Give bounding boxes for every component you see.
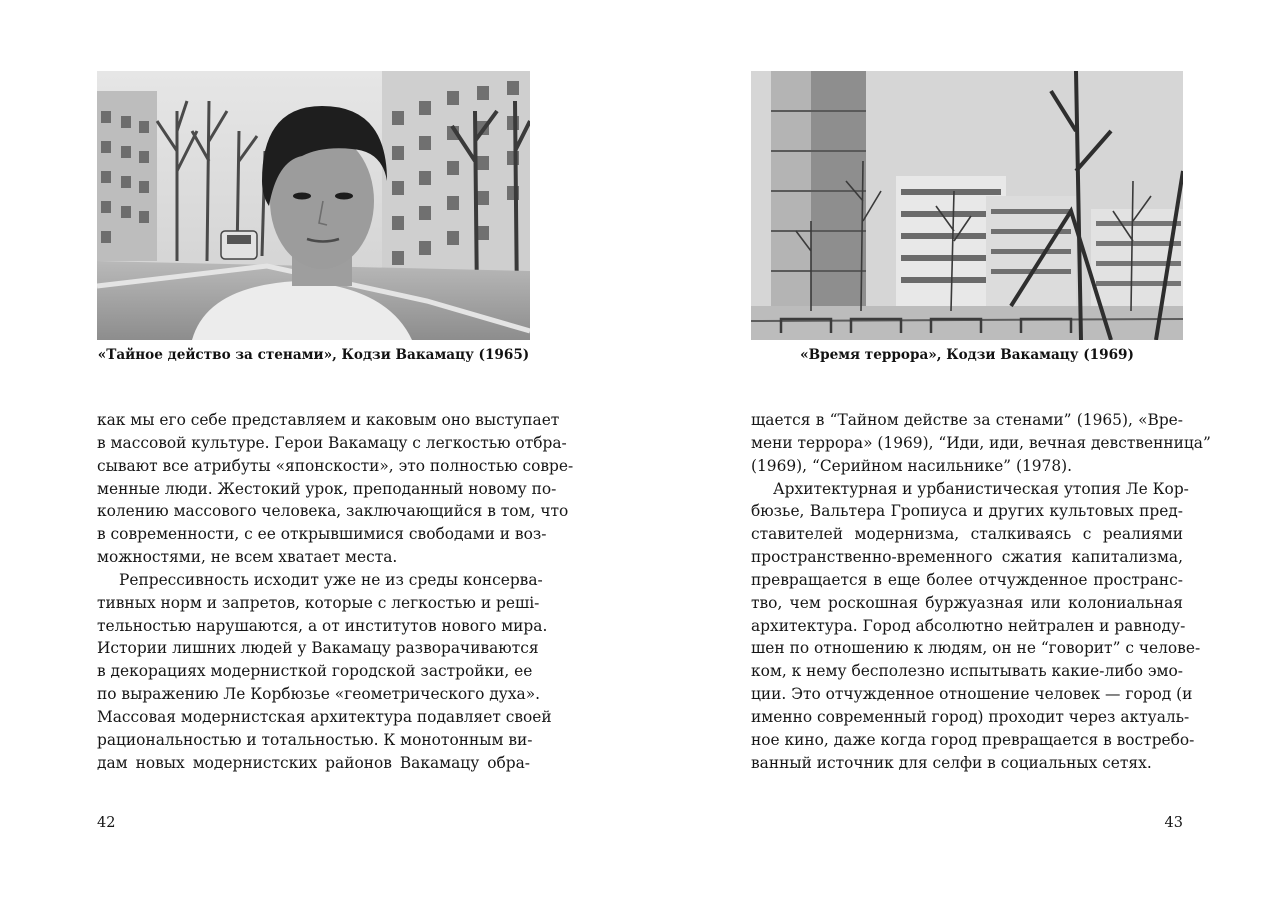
text-line: тельностью нарушаются, а от институтов нового мира. bbox=[97, 616, 548, 635]
film-still-woman-portrait bbox=[97, 71, 530, 340]
film-still-image bbox=[97, 71, 530, 340]
page-number: 43 bbox=[1164, 815, 1183, 831]
text-line: сывают все атрибуты «японскости», это полностью совре- bbox=[97, 456, 574, 475]
text-line: архитектура. Город абсолютно нейтрален и равноду- bbox=[751, 616, 1186, 635]
text-line: ком, к нему бесполезно испытывать какие-либо эмо- bbox=[751, 662, 1183, 681]
text-line: (1969), “Серийном насильнике” (1978). bbox=[751, 456, 1073, 475]
figure-caption bbox=[751, 345, 1183, 365]
figure-caption bbox=[97, 345, 530, 365]
text-line: ции. Это отчужденное отношение человек — город (и bbox=[751, 685, 1193, 704]
text-line: в декорациях модернисткой городской застройки, ее bbox=[97, 662, 533, 681]
page-number: 42 bbox=[97, 815, 116, 831]
caption-title: «Время террора», Кодзи Вакамацу (1969) bbox=[800, 347, 1134, 363]
text-line: мени террора» (1969), “Иди, иди, вечная девственница” bbox=[751, 433, 1211, 452]
text-line: бюзье, Вальтера Гропиуса и других культовых пред- bbox=[751, 502, 1183, 521]
text-line: щается в “Тайном действе за стенами” (1965), «Вре- bbox=[751, 411, 1183, 429]
body-text bbox=[751, 409, 1211, 775]
text-line: именно современный город) проходит через актуаль- bbox=[751, 707, 1190, 726]
left-page bbox=[97, 0, 574, 905]
text-line: можностями, не всем хватает места. bbox=[97, 548, 398, 567]
text-line: тивных норм и запретов, которые с легкостью и решi- bbox=[97, 593, 540, 612]
film-still-housing-blocks bbox=[751, 71, 1183, 340]
text-line: в современности, с ее открывшимися свободами и воз- bbox=[97, 525, 547, 544]
body-text bbox=[97, 409, 574, 775]
text-line: как мы его себе представляем и каковым оно выступает bbox=[97, 411, 560, 429]
text-line: Архитектурная и урбанистическая утопия Ле Кор- bbox=[773, 479, 1189, 498]
text-line: ное кино, даже когда город превращается в востребо- bbox=[751, 730, 1195, 749]
text-line: Репрессивность исходит уже не из среды консерва- bbox=[119, 570, 543, 589]
right-page bbox=[751, 0, 1211, 905]
text-line: Истории лишних людей у Вакамацу разворачиваются bbox=[97, 639, 539, 658]
text-line: шен по отношению к людям, он не “говорит” с челове- bbox=[751, 639, 1201, 658]
text-line: в массовой культуре. Герои Вакамацу с легкостью отбра- bbox=[97, 433, 567, 452]
text-line: Массовая модернистская архитектура подавляет своей bbox=[97, 707, 552, 726]
text-line: ставителей модернизма, сталкиваясь с реалиями bbox=[751, 525, 1183, 544]
text-line: дам новых модернистских районов Вакамацу обра- bbox=[97, 753, 530, 772]
text-line: колению массового человека, заключающийся в том, что bbox=[97, 502, 569, 521]
text-line: ванный источник для селфи в социальных сетях. bbox=[751, 753, 1152, 772]
film-still-image bbox=[751, 71, 1183, 340]
text-line: превращается в еще более отчужденное пространс- bbox=[751, 570, 1183, 589]
text-line: рациональностью и тотальностью. К монотонным ви- bbox=[97, 730, 533, 749]
text-line: по выражению Ле Корбюзье «геометрического духа». bbox=[97, 685, 541, 704]
text-line: менные люди. Жестокий урок, преподанный новому по- bbox=[97, 479, 557, 498]
text-line: тво, чем роскошная буржуазная или колониальная bbox=[751, 593, 1183, 612]
caption-title: «Тайное действо за стенами», Кодзи Вакамацу (1965) bbox=[97, 347, 530, 363]
text-line: пространственно-временного сжатия капитализма, bbox=[751, 548, 1183, 567]
